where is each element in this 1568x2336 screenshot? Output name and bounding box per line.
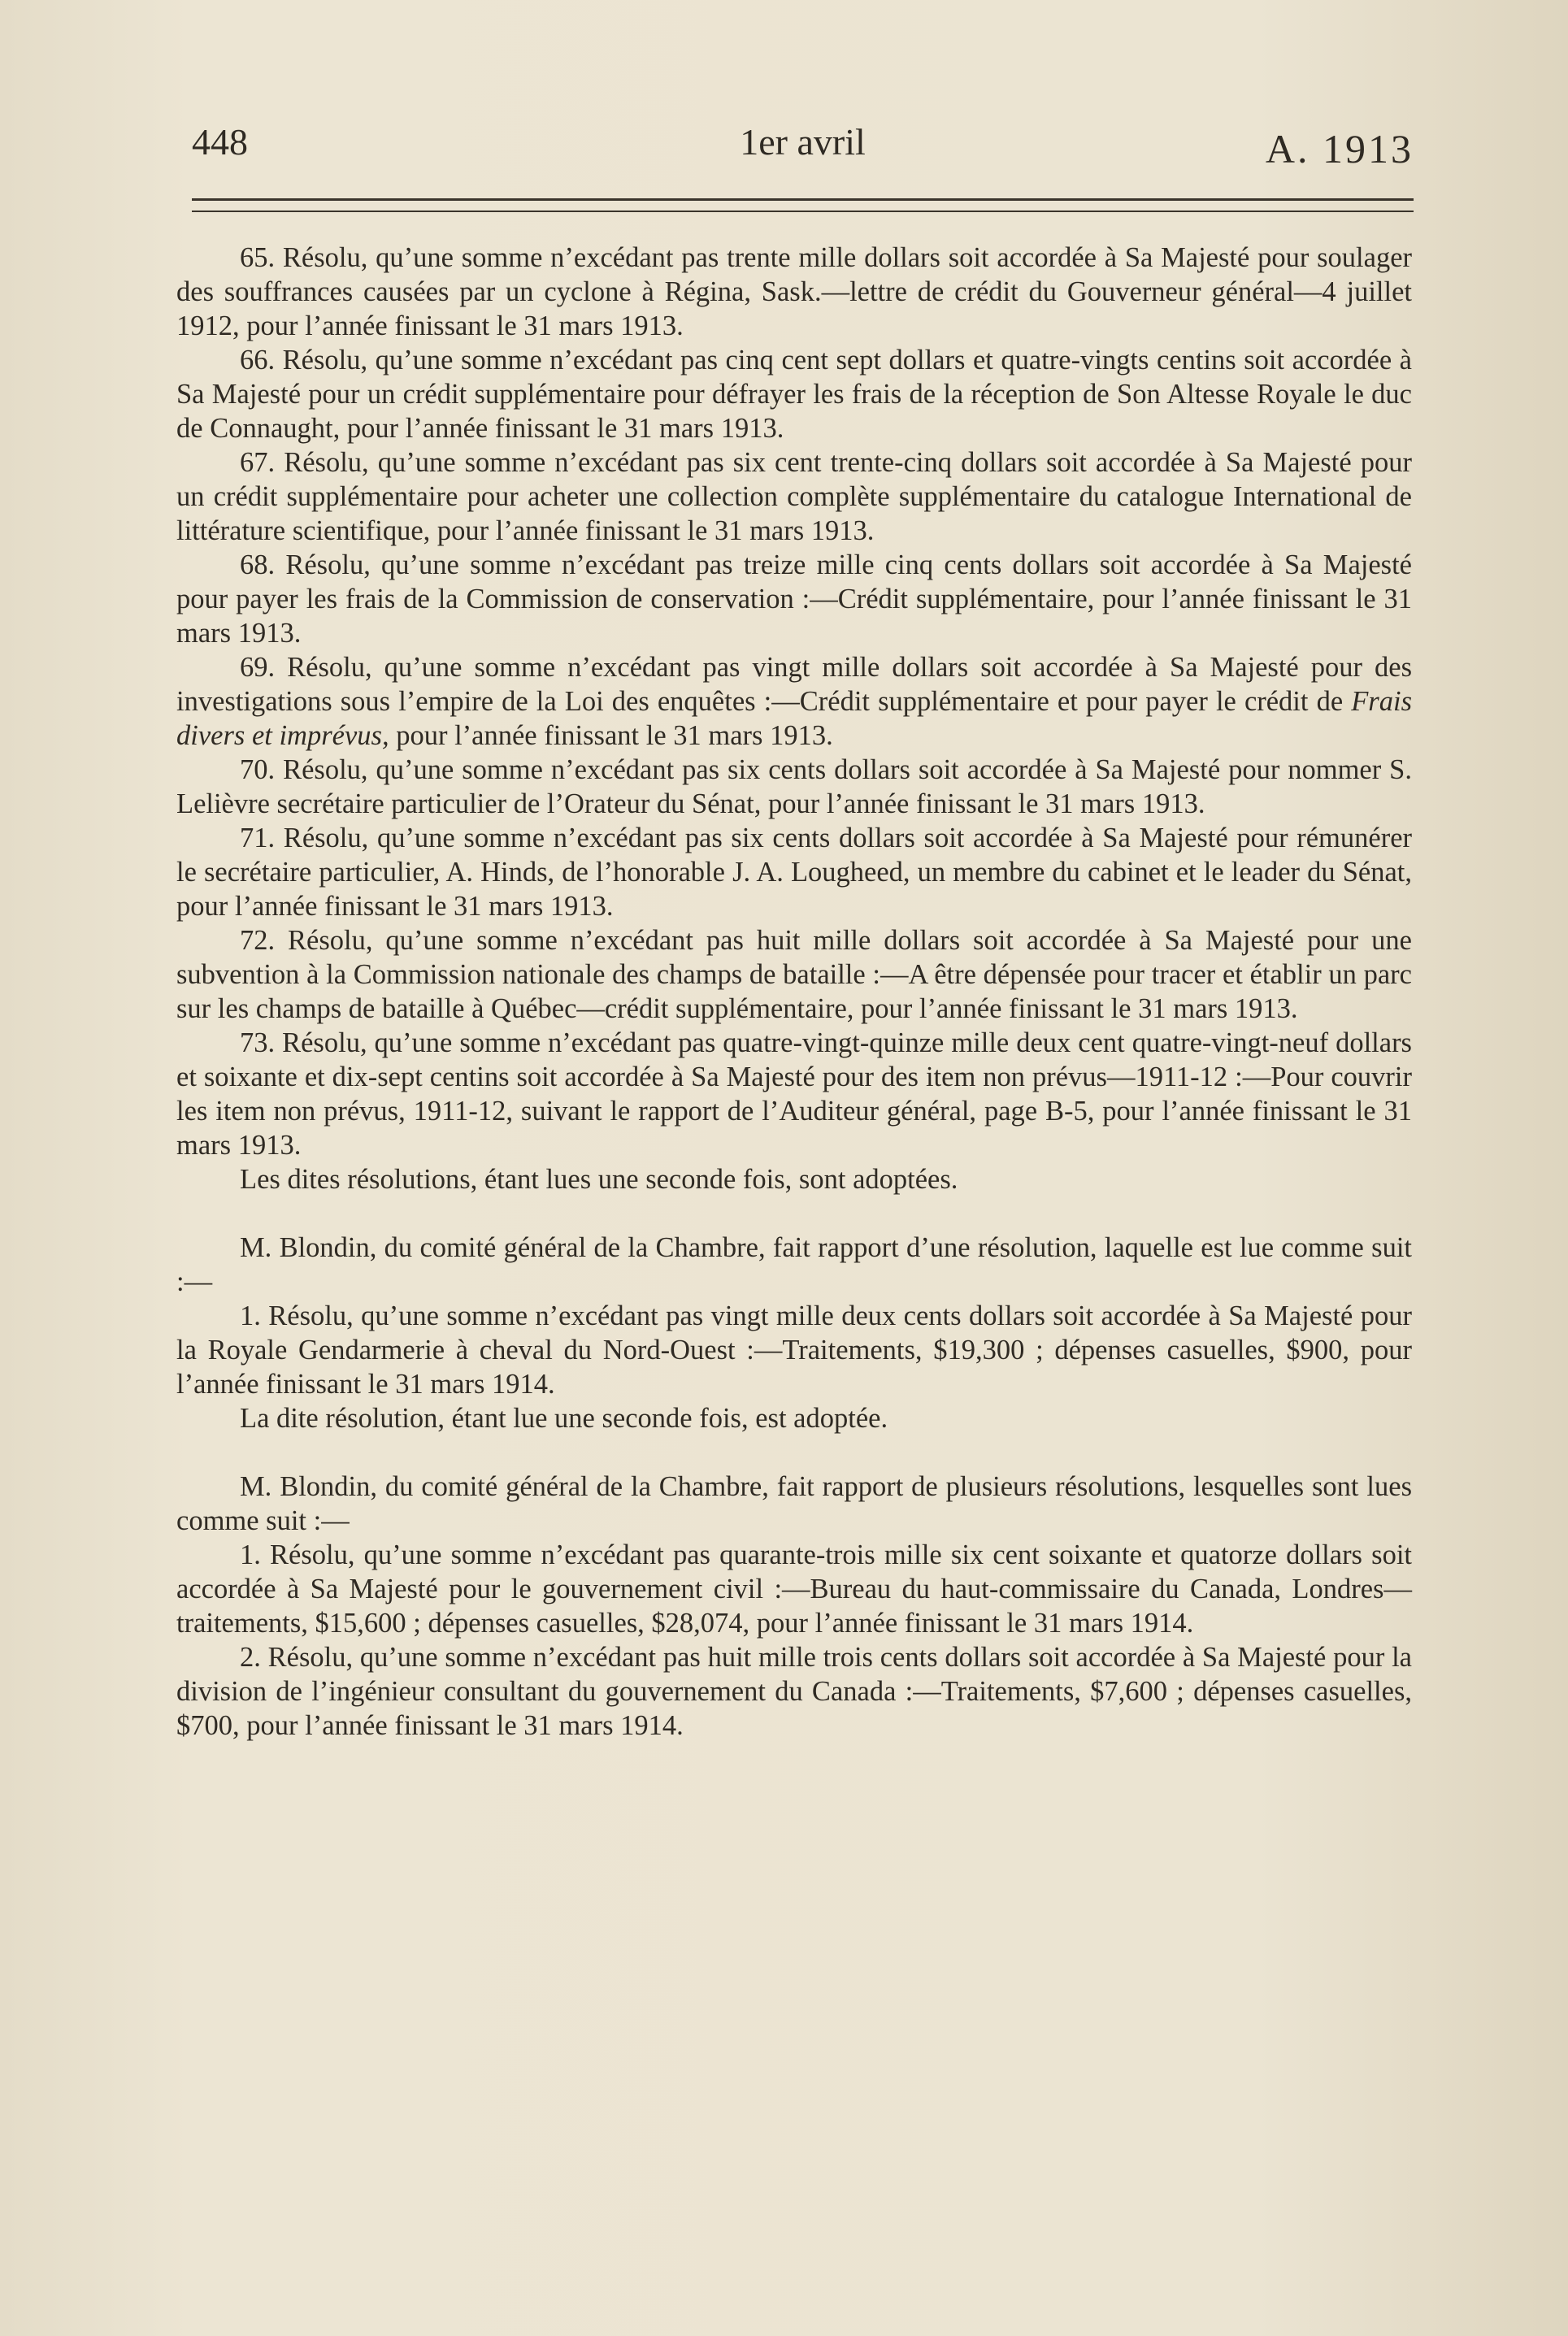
resolution-ingenieur: 2. Résolu, qu’une somme n’excédant pas huit mille trois cents dollars soit accordée à Sa Majesté pour la division de l’ingénieur consultant du gouvernement du Canada :—Traitements, $7,600 ; dépenses casuelles, $700, pour l’année finissant le 31 mars 1914.	[176, 1642, 1412, 1741]
adoption-note-2: La dite résolution, étant lue une seconde fois, est adoptée.	[240, 1403, 888, 1434]
resolution-73: 73. Résolu, qu’une somme n’excédant pas quatre-vingt-quinze mille deux cent quatre-vingt-neuf dollars et soixante et dix-sept centins soit accordée à Sa Majesté pour des item non prévus—1911-12 :—Pour couvrir les item non prévus, 1911-12, suivant le rapport de l’Auditeur général, page B-5, pour l’année finissant le 31 mars 1913.	[176, 1027, 1412, 1161]
resolution-70: 70. Résolu, qu’une somme n’excédant pas six cents dollars soit accordée à Sa Majesté pour nommer S. Lelièvre secrétaire particulier de l’Orateur du Sénat, pour l’année finissant le 31 mars 1913.	[176, 754, 1412, 819]
resolution-69-text: 69. Résolu, qu’une somme n’excédant pas vingt mille dollars soit accordée à Sa Majesté pour des investigations sous l’empire de la Loi des enquêtes :—Crédit supplémentaire et pour payer le crédit de	[176, 652, 1412, 717]
document-body	[176, 241, 1412, 1743]
running-head	[192, 120, 1414, 177]
resolution-71: 71. Résolu, qu’une somme n’excédant pas six cents dollars soit accordée à Sa Majesté pour rémunérer le secrétaire particulier, A. Hinds, de l’honorable J. A. Lougheed, un membre du cabinet et le leader du Sénat, pour l’année finissant le 31 mars 1913.	[176, 823, 1412, 922]
resolution-69-end: pour l’année finissant le 31 mars 1913.	[389, 720, 833, 751]
resolution-72: 72. Résolu, qu’une somme n’excédant pas huit mille dollars soit accordée à Sa Majesté pour une subvention à la Commission nationale des champs de bataille :—A être dépensée pour tracer et établir un parc sur les champs de bataille à Québec—crédit supplémentaire, pour l’année finissant le 31 mars 1913.	[176, 925, 1412, 1024]
page-date: 1er avril	[740, 121, 866, 163]
resolution-67: 67. Résolu, qu’une somme n’excédant pas six cent trente-cinq dollars soit accordée à Sa Majesté pour un crédit supplémentaire pour acheter une collection complète supplémentaire du catalogue International de littérature scientifique, pour l’année finissant le 31 mars 1913.	[176, 447, 1412, 546]
header-double-rule	[192, 198, 1414, 212]
resolution-66: 66. Résolu, qu’une somme n’excédant pas cinq cent sept dollars et quatre-vingts centins soit accordée à Sa Majesté pour un crédit supplémentaire pour défrayer les frais de la réception de Son Altesse Royale le duc de Connaught, pour l’année finissant le 31 mars 1913.	[176, 345, 1412, 444]
resolution-haut-commissaire: 1. Résolu, qu’une somme n’excédant pas quarante-trois mille six cent soixante et quatorze dollars soit accordée à Sa Majesté pour le gouvernement civil :—Bureau du haut-commissaire du Canada, Londres—traitements, $15,600 ; dépenses casuelles, $28,074, pour l’année finissant le 31 mars 1914.	[176, 1539, 1412, 1639]
resolution-69	[176, 650, 1412, 753]
resolution-68: 68. Résolu, qu’une somme n’excédant pas treize mille cinq cents dollars soit accordée à Sa Majesté pour payer les frais de la Commission de conservation :—Crédit supplémentaire, pour l’année finissant le 31 mars 1913.	[176, 549, 1412, 649]
resolution-69-italic: Frais divers et imprévus,	[176, 686, 1412, 751]
page-number: 448	[192, 121, 248, 163]
report-intro: M. Blondin, du comité général de la Chambre, fait rapport d’une résolution, laquelle est lue comme suit :—	[176, 1232, 1412, 1297]
adoption-note: Les dites résolutions, étant lues une seconde fois, sont adoptées.	[240, 1164, 958, 1195]
report-intro-2: M. Blondin, du comité général de la Chambre, fait rapport de plusieurs résolutions, lesquelles sont lues comme suit :—	[176, 1471, 1412, 1536]
resolution-gendarmerie: 1. Résolu, qu’une somme n’excédant pas vingt mille deux cents dollars soit accordée à Sa Majesté pour la Royale Gendarmerie à cheval du Nord-Ouest :—Traitements, $19,300 ; dépenses casuelles, $900, pour l’année finissant le 31 mars 1914.	[176, 1300, 1412, 1400]
resolution-65: 65. Résolu, qu’une somme n’excédant pas trente mille dollars soit accordée à Sa Majesté pour soulager des souffrances causées par un cyclone à Régina, Sask.—lettre de crédit du Gouverneur général—4 juillet 1912, pour l’année finissant le 31 mars 1913.	[176, 242, 1412, 341]
page-year: A. 1913	[1265, 126, 1414, 172]
